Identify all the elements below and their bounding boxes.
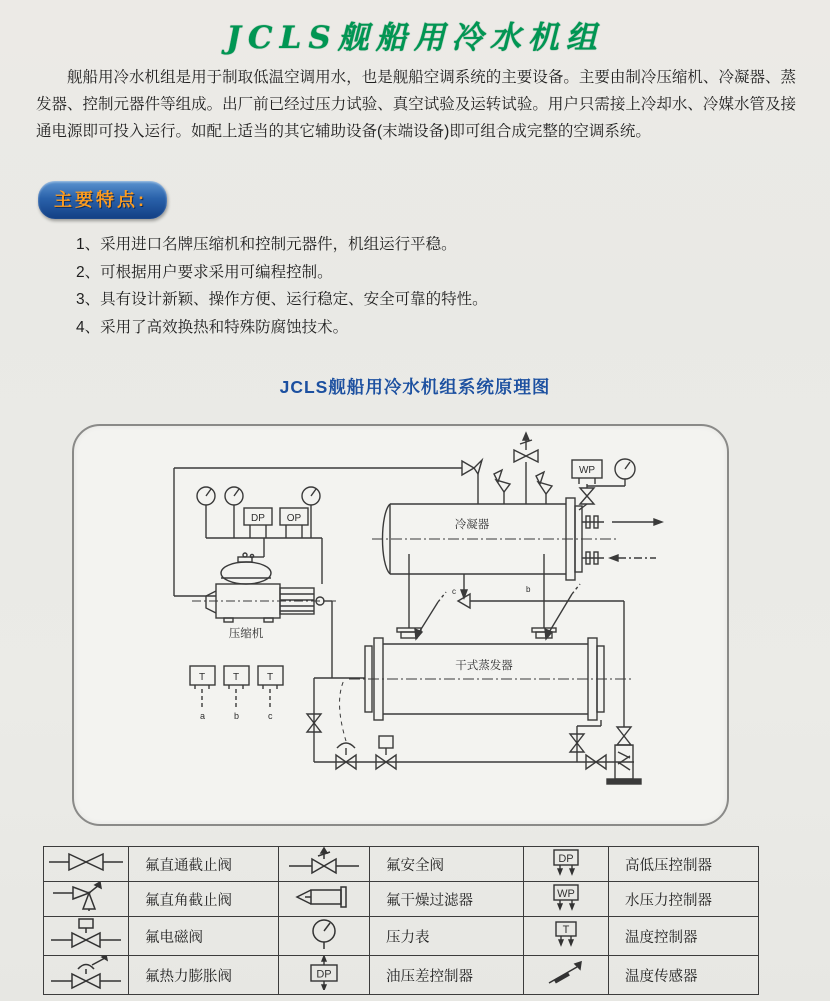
angle-stop-valve (536, 472, 552, 504)
thermal-expansion-valve (336, 680, 356, 769)
pressure-gauge-icon (225, 487, 243, 538)
point-label-c: c (268, 711, 273, 721)
legend-label: 水压力控制器 (609, 882, 759, 917)
diagram-title: JCLS舰船用冷水机组系统原理图 (279, 377, 551, 397)
temperature-controller (190, 666, 215, 707)
pressure-gauge-icon (285, 918, 363, 950)
evaporator (349, 554, 634, 720)
legend-label: 氟直通截止阀 (129, 847, 279, 882)
suction-line (314, 601, 365, 678)
thermal-expansion-valve-icon (47, 956, 125, 990)
water-pressure-controller-icon (527, 882, 605, 912)
feature-item: 4、采用了高效换热和特殊防腐蚀技术。 (76, 318, 349, 336)
legend-label: 氟干燥过滤器 (370, 882, 524, 917)
temperature-sensor-icon (527, 958, 605, 988)
bypass-valve-leg (307, 678, 321, 762)
feature-item: 2、可根据用户要求采用可编程控制。 (76, 263, 333, 281)
legend-label: 氟安全阀 (370, 847, 524, 882)
temperature-sensor (415, 592, 446, 639)
solenoid-valve (376, 736, 396, 769)
safety-valve-icon (285, 847, 363, 877)
oil-pressure-diff-controller-icon (285, 956, 363, 990)
temperature-controller (224, 666, 249, 707)
page-title: JCLS舰船用冷水机组 (226, 20, 604, 56)
flat-through-stop-valve-icon (47, 847, 125, 877)
liquid-line (458, 574, 624, 726)
svg-text:DP: DP (251, 513, 265, 524)
pressure-gauge-icon (302, 487, 320, 538)
point-label-b: b (234, 711, 240, 721)
legend-row (44, 956, 759, 995)
angle-stop-valve (494, 470, 510, 504)
svg-text:T: T (266, 672, 274, 683)
sensor-point-label: c (452, 587, 456, 596)
svg-text:T: T (198, 672, 206, 683)
hi-lo-pressure-controller (244, 508, 272, 538)
features-list (76, 231, 716, 341)
legend-table (43, 846, 759, 995)
evaporator-label: 干式蒸发器 (455, 660, 513, 672)
svg-text:DP: DP (316, 968, 332, 981)
legend-label: 氟热力膨胀阀 (129, 956, 279, 995)
svg-text:OP: OP (286, 513, 302, 524)
legend-label: 油压差控制器 (370, 956, 524, 995)
temperature-controller (258, 666, 283, 707)
water-pressure-controller (572, 460, 602, 484)
point-label-a: a (200, 711, 206, 721)
filter-drier-assembly (586, 726, 641, 784)
system-schematic-drawing (74, 426, 727, 824)
svg-text:WP: WP (578, 465, 596, 476)
svg-text:DP: DP (558, 853, 574, 865)
features-heading-badge (38, 181, 167, 219)
intro-paragraph: 舰船用冷水机组是用于制取低温空调用水，也是舰船空调系统的主要设备。主要由制冷压缩机、冷凝器、蒸发器、控制元器件等组成。出厂前已经过压力试验、真空试验及运转试验。用户只需接上冷却水、冷媒水管及接通电源即可投入运行。如配上适当的其它辅助设备(末端设备)即可组合成完整的空调系统。 (36, 69, 796, 140)
compressor-label: 压缩机 (228, 628, 264, 640)
svg-text:WP: WP (557, 888, 575, 900)
safety-valve (514, 433, 538, 504)
legend-label: 温度传感器 (609, 956, 759, 995)
pressure-gauge-icon (197, 487, 215, 538)
legend-label: 高低压控制器 (609, 847, 759, 882)
svg-text:T: T (562, 924, 570, 936)
sensor-point-label: b (526, 585, 531, 594)
system-schematic-panel (72, 424, 729, 826)
condenser-label: 冷凝器 (454, 519, 490, 531)
legend-row (44, 917, 759, 956)
features-heading-label: 主要特点: (54, 190, 147, 210)
solenoid-valve-icon (47, 917, 125, 951)
discharge-pipe (174, 460, 482, 596)
legend-label: 氟电磁阀 (129, 917, 279, 956)
oil-pressure-controller (280, 508, 308, 538)
compressor (192, 553, 336, 622)
temperature-controller-icon (527, 919, 605, 949)
legend-row (44, 882, 759, 917)
legend-label: 温度控制器 (609, 917, 759, 956)
feature-item: 3、具有设计新颖、操作方便、运行稳定、安全可靠的特性。 (76, 291, 488, 308)
legend-label: 氟直角截止阀 (129, 882, 279, 917)
legend-row (44, 847, 759, 882)
feature-item: 1、采用进口名牌压缩机和控制元器件，机组运行平稳。 (76, 236, 457, 253)
legend-label: 压力表 (370, 917, 524, 956)
hi-lo-pressure-controller-icon (527, 847, 605, 877)
filter-drier-icon (285, 882, 363, 912)
svg-text:T: T (232, 672, 240, 683)
cooling-water-connections (582, 516, 662, 564)
angle-stop-valve-icon (47, 882, 125, 912)
temperature-sensor (545, 584, 580, 639)
